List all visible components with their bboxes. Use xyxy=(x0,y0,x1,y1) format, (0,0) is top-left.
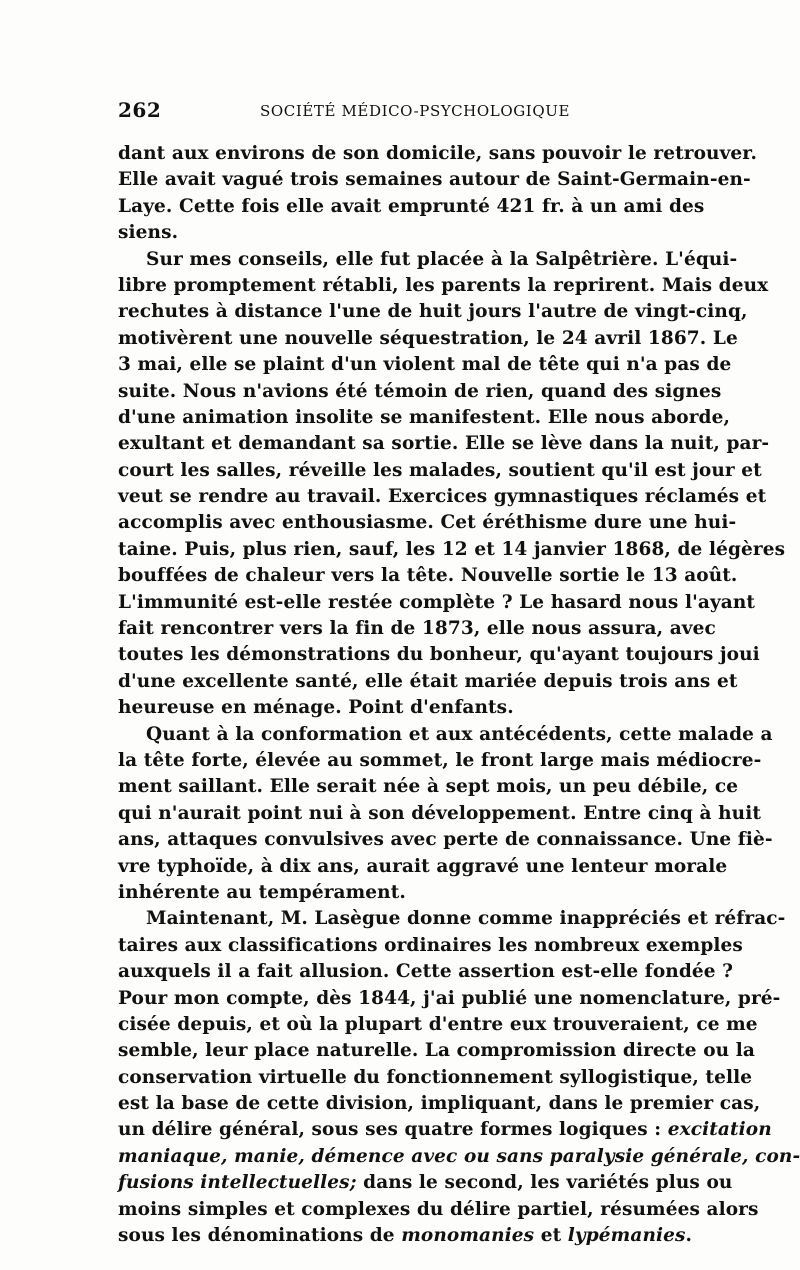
italic-term: maniaque, manie, démence avec ou sans paralysie générale, con- xyxy=(118,1145,800,1167)
text-line: cisée depuis, et où la plupart d'entre eux trouveraient, ce me xyxy=(118,1013,758,1035)
text-segment: . xyxy=(685,1225,693,1247)
text-line: taires aux classifications ordinaires les nombreux exemples xyxy=(118,934,743,956)
text-line: 3 mai, elle se plaint d'un violent mal de tête qui n'a pas de xyxy=(118,354,732,376)
text-line: accomplis avec enthousiasme. Cet éréthisme dure une hui- xyxy=(118,512,737,534)
text-line: motivèrent une nouvelle séquestration, le 24 avril 1867. Le xyxy=(118,327,738,349)
text-line xyxy=(118,1144,800,1170)
text-line: d'une animation insolite se manifestent. Elle nous aborde, xyxy=(118,406,731,428)
text-line xyxy=(118,1117,772,1143)
text-line: Pour mon compte, dès 1844, j'ai publié une nomenclature, pré- xyxy=(118,987,781,1009)
page-number: 262 xyxy=(118,98,162,122)
italic-term: fusions intellectuelles; xyxy=(118,1172,357,1194)
text-line: toutes les démonstrations du bonheur, qu'ayant toujours joui xyxy=(118,644,760,666)
text-line: suite. Nous n'avions été témoin de rien, quand des signes xyxy=(118,380,722,402)
text-line: dant aux environs de son domicile, sans pouvoir le retrouver. xyxy=(118,143,757,164)
text-line: L'immunité est-elle restée complète ? Le hasard nous l'ayant xyxy=(118,591,756,613)
text-line: court les salles, réveille les malades, soutient qu'il est jour et xyxy=(118,459,762,481)
text-line: rechutes à distance l'une de huit jours l'autre de vingt-cinq, xyxy=(118,301,748,323)
text-segment: sous les dénominations de xyxy=(118,1225,395,1247)
text-line: siens. xyxy=(118,222,179,244)
text-line: conservation virtuelle du fonctionnement syllogistique, telle xyxy=(118,1066,753,1088)
text-line: qui n'aurait point nui à son développement. Entre cinq à huit xyxy=(118,802,761,824)
body-text xyxy=(118,141,800,1249)
text-line: inhérente au tempérament. xyxy=(118,881,406,903)
text-line xyxy=(118,1223,693,1249)
text-line: Elle avait vagué trois semaines autour de Saint-Germain-en- xyxy=(118,169,751,191)
text-line: d'une excellente santé, elle était mariée depuis trois ans et xyxy=(118,670,738,692)
text-line: Sur mes conseils, elle fut placée à la Salpêtrière. L'équi- xyxy=(146,248,738,270)
text-line: libre promptement rétabli, les parents la reprirent. Mais deux xyxy=(118,274,769,296)
text-line: bouffées de chaleur vers la tête. Nouvelle sortie le 13 août. xyxy=(118,565,738,587)
italic-term: lypémanies xyxy=(567,1225,686,1247)
text-line: taine. Puis, plus rien, sauf, les 12 et 14 janvier 1868, de légères xyxy=(118,538,786,560)
italic-term: excitation xyxy=(667,1119,772,1141)
text-segment: dans le second, les variétés plus ou xyxy=(363,1172,733,1194)
text-segment: et xyxy=(540,1225,562,1247)
text-line: vre typhoïde, à dix ans, aurait aggravé une lenteur morale xyxy=(118,855,728,877)
running-head xyxy=(118,98,678,126)
text-segment: un délire général, sous ses quatre formes logiques : xyxy=(118,1119,662,1141)
text-line: ans, attaques convulsives avec perte de connaissance. Une fiè- xyxy=(118,829,773,851)
text-line: Quant à la conformation et aux antécédents, cette malade a xyxy=(146,723,773,745)
text-line: Maintenant, M. Lasègue donne comme inappréciés et réfrac- xyxy=(146,908,786,930)
journal-title: SOCIÉTÉ MÉDICO-PSYCHOLOGIQUE xyxy=(260,102,571,120)
text-line: Laye. Cette fois elle avait emprunté 421 fr. à un ami des xyxy=(118,195,705,217)
text-line: exultant et demandant sa sortie. Elle se lève dans la nuit, par- xyxy=(118,433,770,455)
text-line: fait rencontrer vers la fin de 1873, elle nous assura, avec xyxy=(118,618,716,640)
text-line: ment saillant. Elle serait née à sept mois, un peu débile, ce xyxy=(118,776,739,798)
text-line: auxquels il a fait allusion. Cette assertion est-elle fondée ? xyxy=(118,961,734,983)
text-line xyxy=(118,1170,733,1196)
text-line: heureuse en ménage. Point d'enfants. xyxy=(118,697,514,719)
text-line: semble, leur place naturelle. La compromission directe ou la xyxy=(118,1040,755,1062)
text-line: veut se rendre au travail. Exercices gymnastiques réclamés et xyxy=(118,486,767,508)
italic-term: monomanies xyxy=(401,1225,535,1247)
text-line: est la base de cette division, impliquant, dans le premier cas, xyxy=(118,1093,761,1115)
text-line: moins simples et complexes du délire partiel, résumées alors xyxy=(118,1198,759,1220)
text-line: la tête forte, élevée au sommet, le front large mais médiocre- xyxy=(118,749,762,771)
